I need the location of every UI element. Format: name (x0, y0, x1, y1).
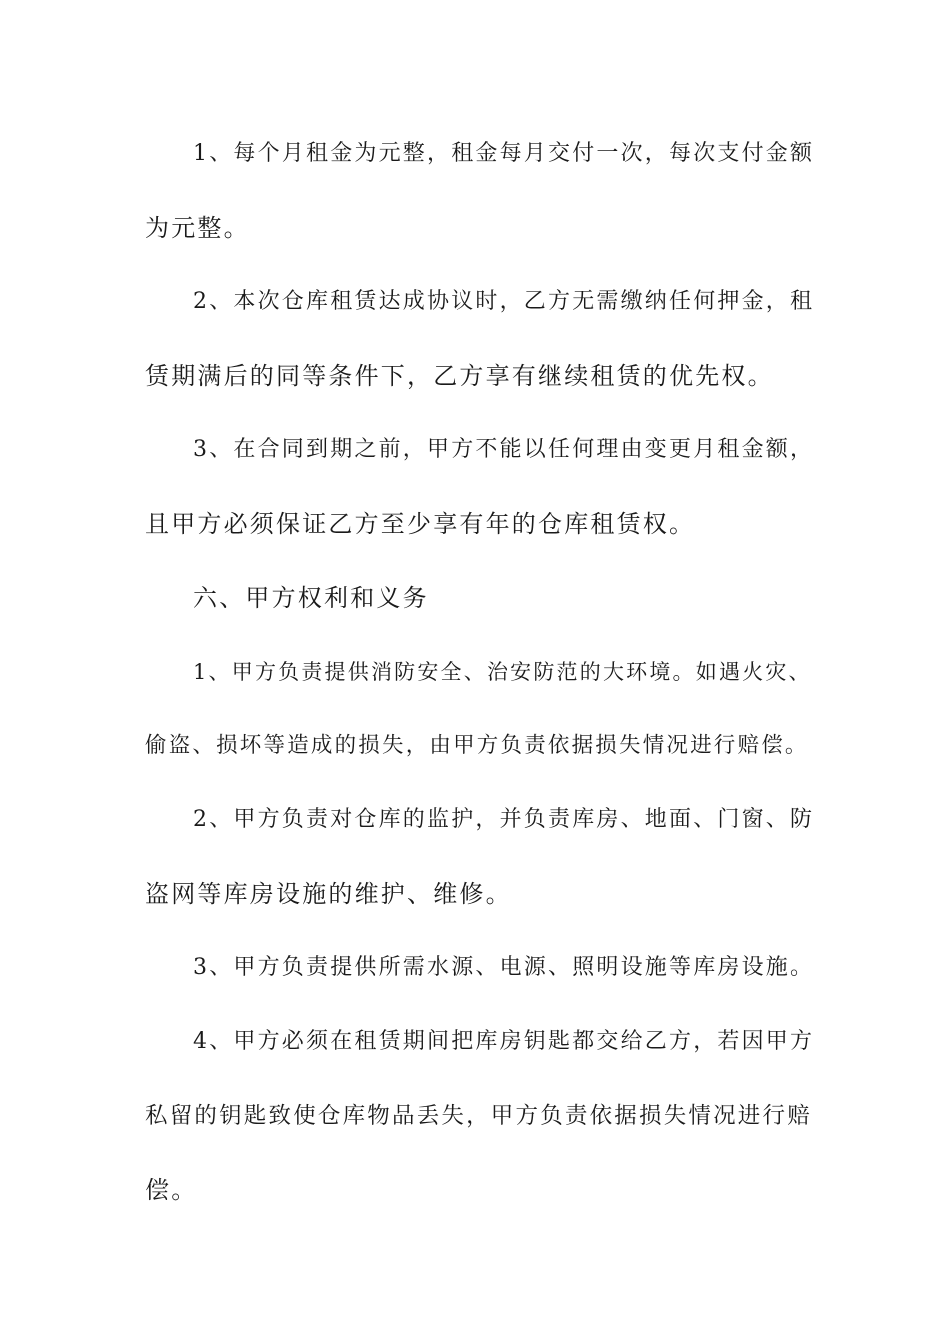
paragraph-line: 1、甲方负责提供消防安全、治安防范的大环境。如遇火灾、 (193, 660, 812, 684)
paragraph-line: 3、甲方负责提供所需水源、电源、照明设施等库房设施。 (193, 955, 815, 980)
document-body (145, 130, 815, 1240)
paragraph-line: 且甲方必须保证乙方至少享有年的仓库租赁权。 (145, 510, 696, 538)
paragraph-line: 为元整。 (145, 214, 250, 242)
paragraph-line: 1、每个月租金为元整，租金每月交付一次，每次支付金额 (193, 141, 815, 166)
paragraph-line: 3、在合同到期之前，甲方不能以任何理由变更月租金额， (193, 437, 815, 462)
paragraph-line: 盗网等库房设施的维护、维修。 (145, 880, 512, 908)
paragraph-line: 2、本次仓库租赁达成协议时，乙方无需缴纳任何押金，租 (193, 289, 815, 314)
paragraph-line: 2、甲方负责对仓库的监护，并负责库房、地面、门窗、防 (193, 807, 815, 832)
paragraph-line: 偿。 (145, 1176, 198, 1204)
paragraph-line: 私留的钥匙致使仓库物品丢失，甲方负责依据损失情况进行赔 (145, 1103, 812, 1129)
paragraph-line: 4、甲方必须在租赁期间把库房钥匙都交给乙方，若因甲方 (193, 1029, 815, 1054)
paragraph-line: 赁期满后的同等条件下，乙方享有继续租赁的优先权。 (145, 362, 774, 390)
paragraph-line: 偷盗、损坏等造成的损失，由甲方负责依据损失情况进行赔偿。 (145, 733, 809, 758)
section-heading: 六、甲方权利和义务 (193, 584, 429, 612)
